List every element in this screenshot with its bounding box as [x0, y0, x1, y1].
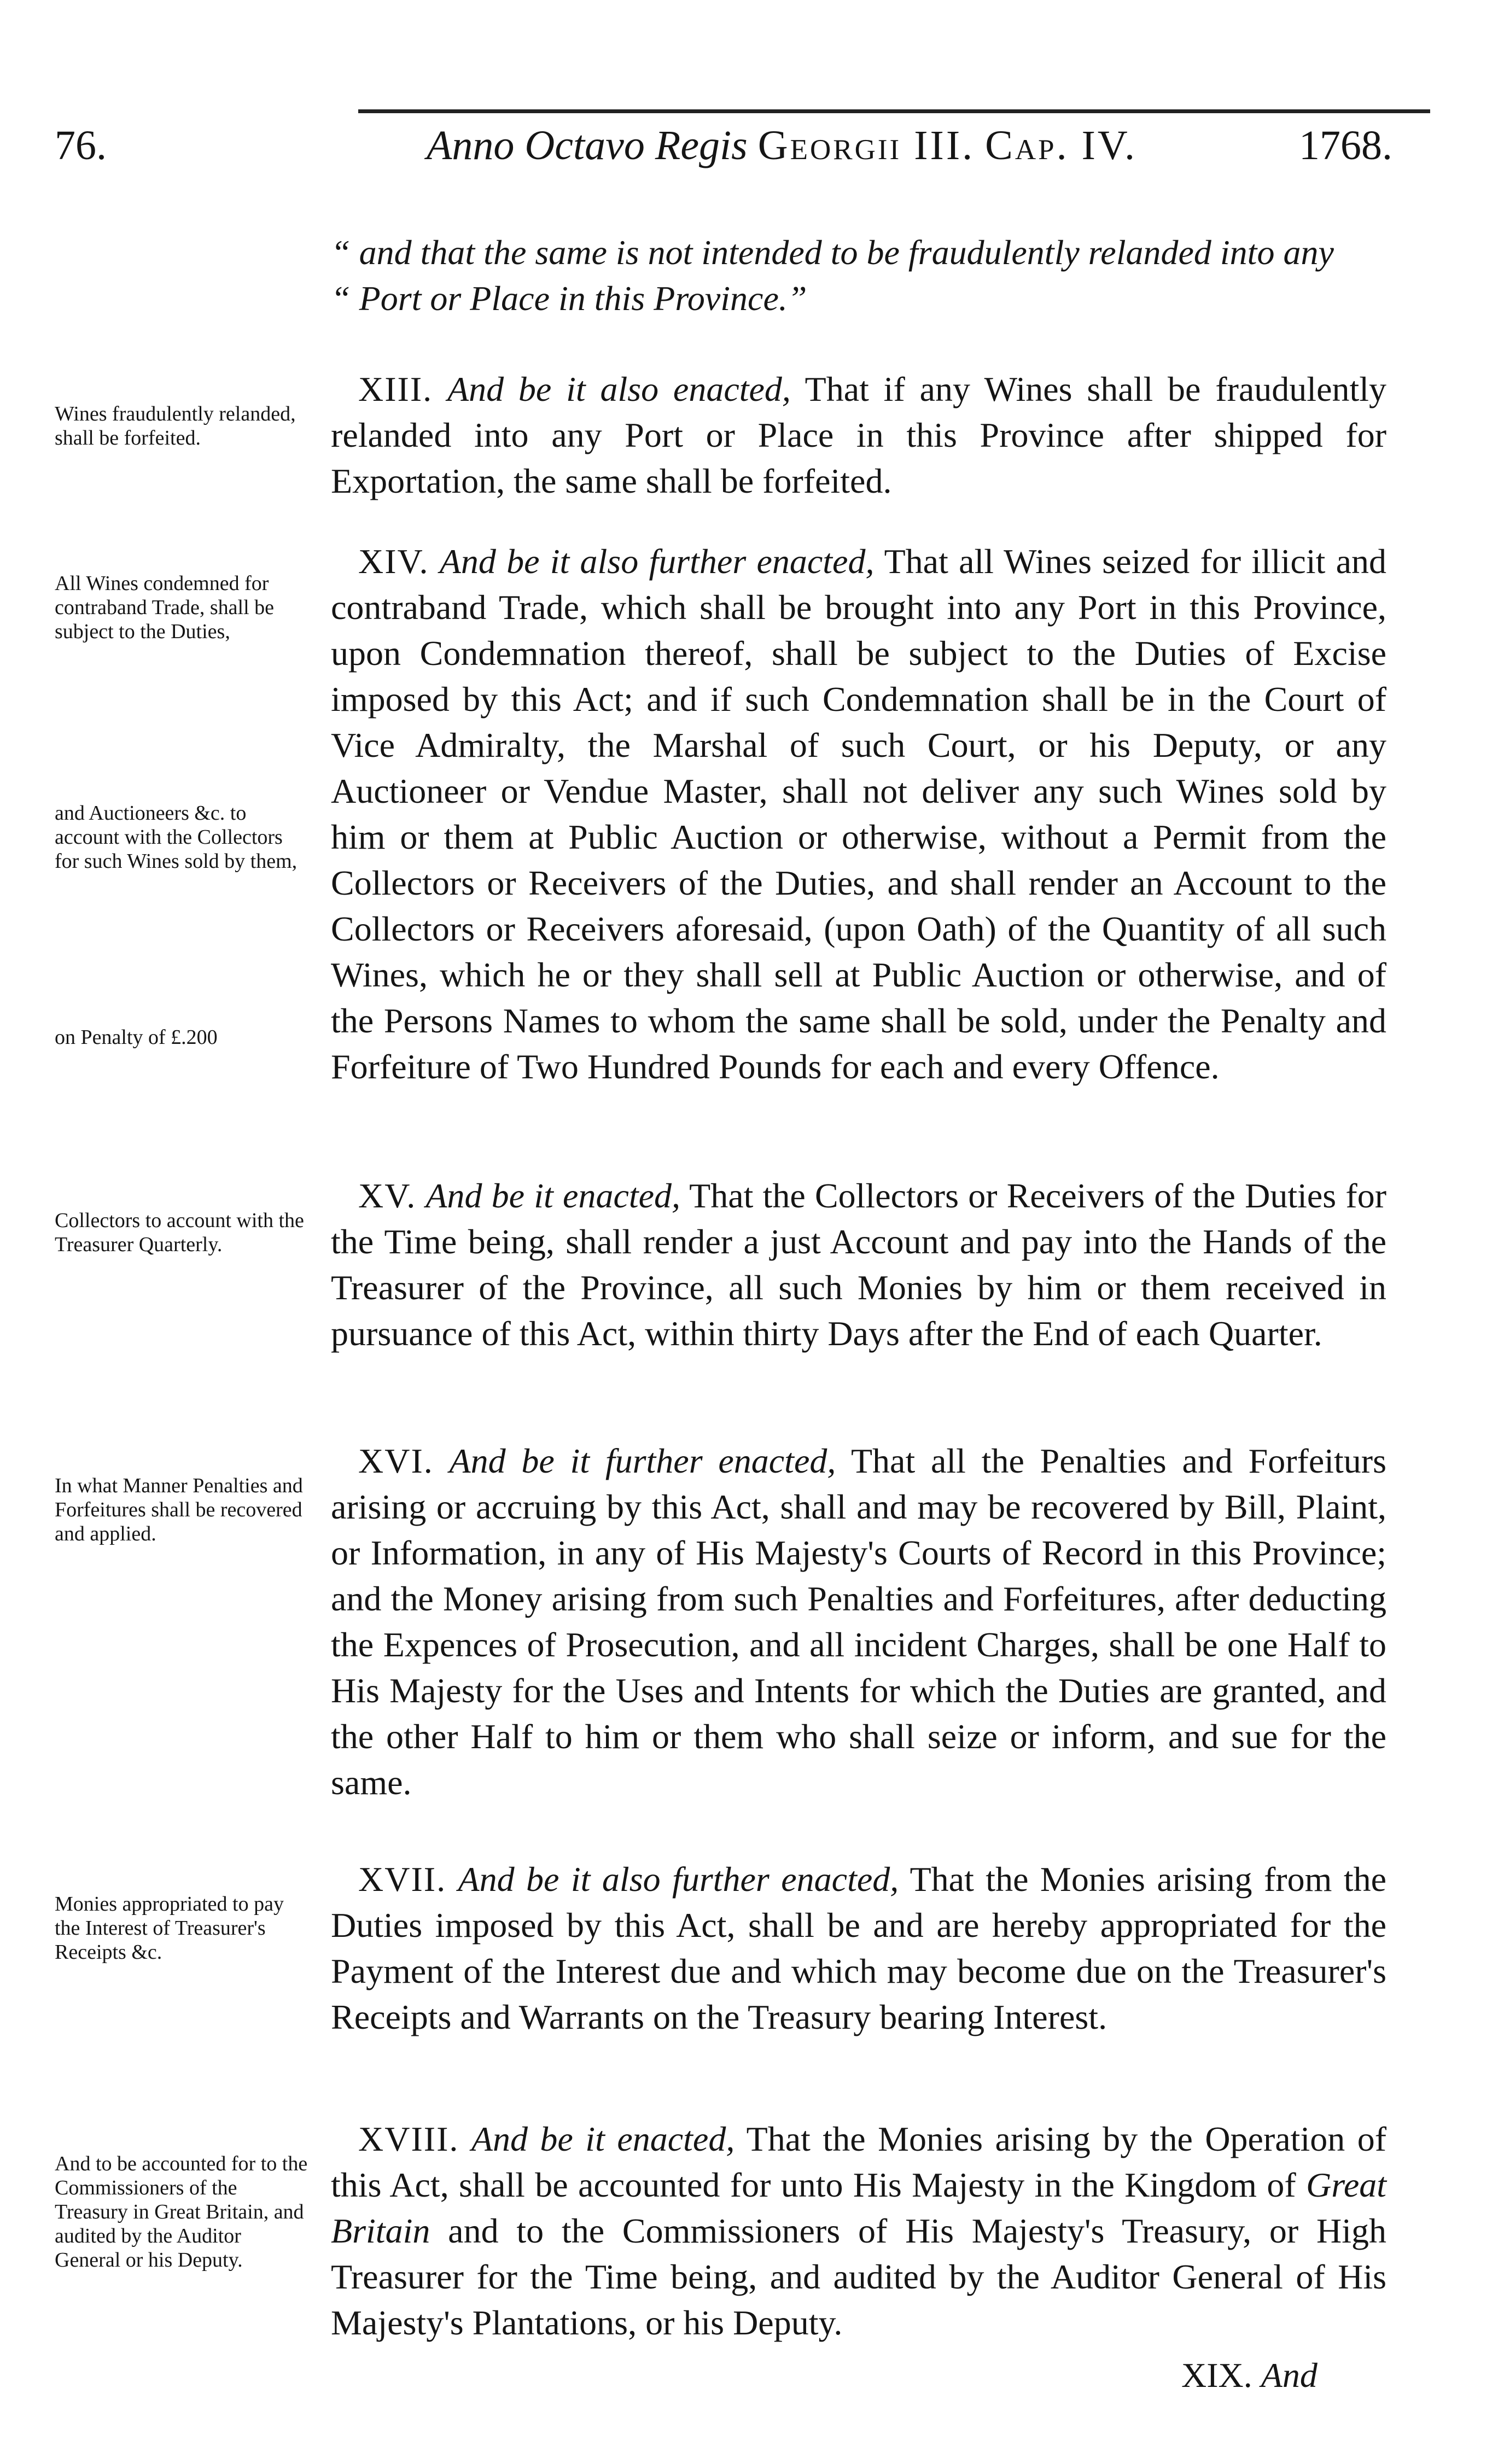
section-text-a: That the Monies arising by the Operation of this Act, shall be accounted for unto His Majesty in the Kingdom of	[331, 2119, 1387, 2204]
margin-note-xv: Collectors to account with the Treasurer Quarterly.	[55, 1209, 304, 1256]
section-number: XIV.	[358, 542, 429, 581]
section-xviii	[331, 2116, 1386, 2346]
margin-note-xiii: Wines fraudulently relanded, shall be forfeited.	[55, 402, 296, 449]
section-number: XV.	[358, 1176, 417, 1215]
margin-note-xvi: In what Manner Penalties and Forfeitures shall be recovered and applied.	[55, 1474, 303, 1545]
quote-line-1: “ and that the same is not intended to be fraudulently relanded into any	[331, 233, 1334, 272]
section-text-b: and to the Commissioners of His Majesty's Treasury, or High Treasurer for the Time being, and audited by the Auditor General of His Majesty's Plantations, or his Deputy.	[331, 2211, 1387, 2342]
margin-note-xiv-auctioneers: and Auctioneers &c. to account with the Collectors for such Wines sold by them,	[55, 802, 298, 873]
section-text: That all Wines seized for illicit and contraband Trade, which shall be brought into any Port in this Province, upon Condemnation thereof, shall be subject to the Duties of Excise imposed by this Act; and if such Condemnation shall be in the Court of Vice Admiralty, the Marshal of such Court, or his Deputy, or any Auctioneer or Vendue Master, shall not deliver any such Wines sold by him or them at Public Auction or otherwise, without a Permit from the Collectors or Receivers of the Duties, and shall render an Account to the Collectors or Receivers aforesaid, (upon Oath) of the Quantity of all such Wines, which he or they shall sell at Public Auction or otherwise, and of the Persons Names to whom the same shall be sold, under the Penalty and Forfeiture of Two Hundred Pounds for each and every Offence.	[331, 542, 1387, 1086]
running-title-king: Georgii III.	[757, 122, 975, 168]
section-text: That the Monies arising from the Duties imposed by this Act, shall be and are hereby appropriated for the Payment of the Interest due and which may become due on the Treasurer's Receipts and Warrants on the Treasury bearing Interest.	[331, 1860, 1387, 2036]
catchword	[1181, 2358, 1318, 2393]
page-year: 1768.	[1299, 122, 1392, 168]
section-heading: And be it further enacted,	[449, 1441, 836, 1480]
quote-line-2: “ Port or Place in this Province.”	[331, 279, 807, 318]
section-number: XVI.	[358, 1441, 434, 1480]
section-heading: And be it enacted,	[471, 2119, 735, 2158]
running-title-chapter: Cap. IV.	[985, 122, 1137, 168]
catchword-word: And	[1261, 2356, 1318, 2395]
header-rule	[358, 109, 1430, 113]
margin-note-xvii: Monies appropriated to pay the Interest of Treasurer's Receipts &c.	[55, 1893, 284, 1964]
section-heading: And be it enacted,	[425, 1176, 681, 1215]
section-heading: And be it also further enacted,	[439, 542, 875, 581]
section-number: XVII.	[358, 1860, 447, 1899]
section-text: That the Collectors or Receivers of the Duties for the Time being, shall render a just Account and pay into the Hands of the Treasurer of the Province, all such Monies by him or them received in pursuance of this Act, within thirty Days after the End of each Quarter.	[331, 1176, 1387, 1353]
section-heading: And be it also enacted,	[447, 370, 791, 408]
section-heading: And be it also further enacted,	[458, 1860, 899, 1899]
running-title-italic: Anno Octavo Regis	[427, 122, 748, 168]
quote-block	[331, 230, 1386, 322]
section-number: XIII.	[358, 370, 433, 408]
section-text-italic: Great Britain	[331, 2165, 1386, 2250]
section-xvi	[331, 1438, 1386, 1806]
catchword-number: XIX.	[1181, 2356, 1252, 2395]
section-text: That if any Wines shall be fraudulently relanded into any Port or Place in this Province after shipped for Exportation, the same shall be forfeited.	[331, 370, 1387, 500]
margin-note-xiv: All Wines condemned for contraband Trade, shall be subject to the Duties,	[55, 572, 275, 643]
section-xvii	[331, 1856, 1386, 2040]
margin-note-xiv-penalty: on Penalty of £.200	[55, 1026, 218, 1049]
section-xiii	[331, 366, 1386, 504]
running-title	[427, 122, 1137, 168]
page-number: 76.	[55, 122, 107, 168]
section-xv	[331, 1173, 1386, 1357]
section-number: XVIII.	[358, 2119, 459, 2158]
section-text: That all the Penalties and Forfeiturs arising or accruing by this Act, shall and may be recovered by Bill, Plaint, or Information, in any of His Majesty's Courts of Record in this Province; and the Money arising from such Penalties and Forfeitures, after deducting the Expences of Prosecution, and all incident Charges, shall be one Half to His Majesty for the Uses and Intents for which the Duties are granted, and the other Half to him or them who shall seize or inform, and sue for the same.	[331, 1441, 1386, 1802]
margin-note-xviii: And to be accounted for to the Commissioners of the Treasury in Great Britain, and audited by the Auditor General or his Deputy.	[55, 2152, 308, 2272]
section-xiv	[331, 539, 1386, 1090]
